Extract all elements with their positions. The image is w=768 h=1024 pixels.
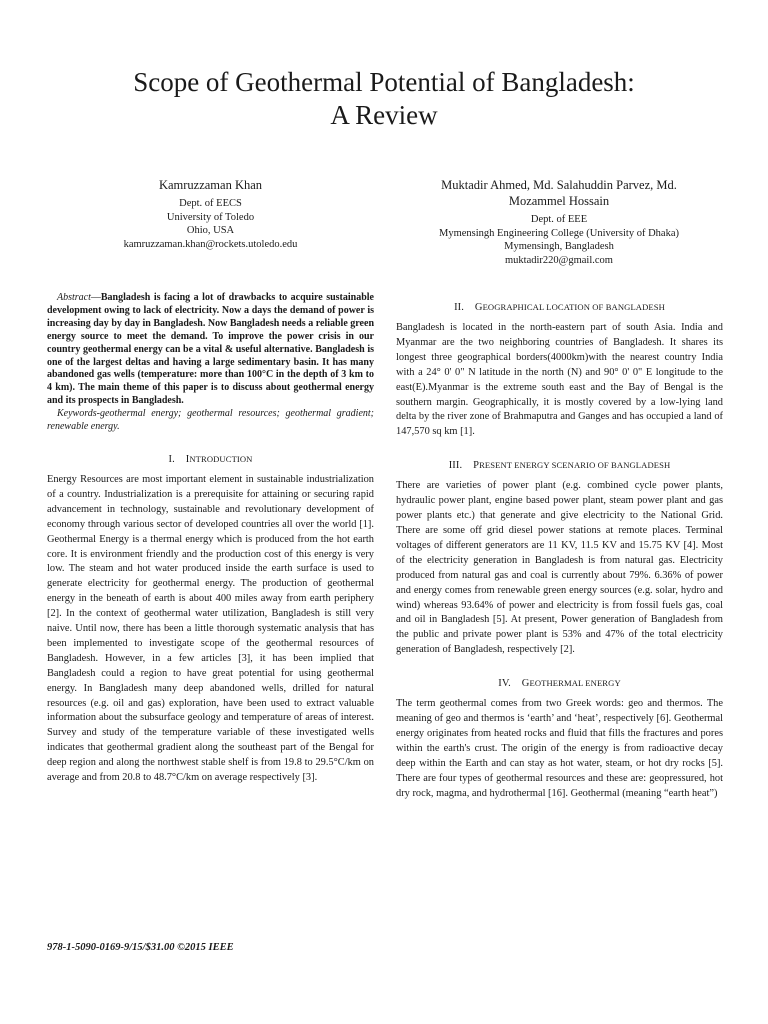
author-dept: Dept. of EEE [530, 214, 588, 225]
author-location: Ohio, USA [186, 225, 235, 236]
energy-scenario-text: There are varieties of power plant (e.g. combined cycle power plants, hydraulic power plant, engine based power plant, steam power plant and gas power plants etc.) that generate and give electricity to the National Grid. There are some off grid diesel power stations at remote places. Terminal voltages of different generators are 11 KV, 11.5 KV and 15.75 KV [4]. Most of the electricity generation in Bangladesh is from natural gas. Electricity produced from natural gas and coal is currently about 79%. 6.36% of power and energy comes from renewable green energy sources (e.g. solar, hydro and wind) whereas 93.64% of power and electricity is from fossil fuels gas, coal and oil in Bangladesh [5]. At present, Power generation of Bangladesh from the public and private power plant is 53% and 47% of the total electricity generation of Bangladesh, respectively [2]. [396, 480, 723, 656]
author-institution: University of Toledo [166, 211, 255, 223]
section-number: II. [454, 302, 464, 313]
left-column [47, 292, 374, 786]
right-column [396, 300, 723, 801]
author-block-1 [47, 177, 374, 251]
section-number: III. [448, 460, 463, 472]
title-line-1: Scope of Geothermal Potential of Bangladesh: [133, 67, 635, 97]
geothermal-energy-text: The term geothermal comes from two Greek words: geo and thermos. The meaning of geo and thermos is ‘earth’ and ‘heat’, respectively [6]. Geothermal energy originates from heated rocks and fluid that fills the fractures and pores within the earth's crust. The origin of the energy is from radioactive decay deep within the Earth and can stay as hot water, steam, or hot dry rocks [5]. There are four types of geothermal resources and these are: geopressured, hot dry rock, magma, and hydrothermal [16]. Geothermal (meaning “earth heat”) [396, 698, 723, 799]
section-heading-energy-scenario [396, 458, 723, 473]
section-title-rest: RESENT ENERGY SCENARIO OF BANGLADESH [479, 460, 671, 471]
author-name-line-1: Muktadir Ahmed, Md. Salahuddin Parvez, Md. [441, 178, 677, 192]
geographical-location-text: Bangladesh is located in the north-eastern part of south Asia. India and Myanmar are the two neighboring countries of Bangladesh. It shares its longest three geographical borders(4000km)with the nearest country India with a 24° 0' 0" N latitude in the north (N) and 90° 0' 0" E longitude to the east(E).Myanmar is the extreme south east and the Bay of Bengal is the southern margin. Geographically, it is mostly covered by a low-lying land delta by the river zone of Brahmaputra and Ganges and has occupied a land of 147,570 sq km [1]. [396, 322, 723, 438]
author-email[interactable]: muktadir220@gmail.com [505, 254, 613, 266]
author-name: Kamruzzaman Khan [158, 178, 263, 192]
keywords: Keywords-geothermal energy; geothermal resources; geothermal gradient; renewable energy. [47, 408, 374, 433]
section-heading-geothermal-energy [396, 676, 723, 691]
abstract-dash: — [90, 292, 101, 303]
section-title-initial: G [474, 302, 483, 313]
section-title-rest: NTRODUCTION [189, 453, 253, 464]
section-number: I. [168, 453, 175, 465]
title-line-2: A Review [330, 100, 438, 130]
author-location: Mymensingh, Bangladesh [504, 241, 614, 252]
section-heading-introduction [47, 452, 374, 467]
author-institution: Mymensingh Engineering College (University of Dhaka) [439, 227, 679, 239]
author-name-line-2: Mozammel Hossain [508, 194, 610, 208]
section-heading-geographical-location [396, 300, 723, 315]
author-dept: Dept. of EECS [179, 198, 242, 209]
section-title-initial: G [521, 678, 530, 690]
abstract-text: Bangladesh is facing a lot of drawbacks to acquire sustainable development owing to lack of electricity. Now a days the demand of power is increasing day by day in Bangladesh. Now Bangladesh needs a reliable green energy source to meet the demand. To improve the power crisis in our country geothermal energy can be a vital & useful alternative. Bangladesh is one of the largest deltas and having a large sedimentary basin. It has many abandoned gas wells (temperature: more than 100°C in the depth of 3 km to 4 km). The main theme of this paper is to discuss about geothermal energy and its prospects in Bangladesh. [47, 292, 374, 407]
abstract-label: Abstract [57, 292, 91, 303]
abstract [47, 292, 374, 408]
section-title-initial: P [473, 460, 480, 472]
section-title-initial: I [185, 453, 190, 465]
section-title-rest: EOTHERMAL ENERGY [529, 678, 621, 689]
section-number: IV. [498, 678, 511, 690]
paper-title [0, 66, 768, 132]
section-title-rest: EOGRAPHICAL LOCATION OF BANGLADESH [482, 302, 665, 312]
author-block-2 [380, 177, 738, 267]
author-email[interactable]: kamruzzaman.khan@rockets.utoledo.edu [123, 238, 298, 250]
copyright-footer: 978-1-5090-0169-9/15/$31.00 ©2015 IEEE [47, 942, 234, 953]
introduction-text: Energy Resources are most important element in sustainable industrialization of a country. Industrialization is a prerequisite for attaining or securing rapid advancement in technology, sustainable and revolutionary development of economy through various sector of developed countries all over the world [1]. Geothermal Energy is a thermal energy which is produced from the hot earth core. It is environment friendly and the production cost of this energy is very low. The steam and hot water produced inside the earth surface is used to generate electricity for geothermal energy. The production of geothermal energy in the beneath of earth is about 400 miles away from earth periphery [2]. In the context of geothermal water utilization, Bangladesh is still very naive. Until now, there has been a little thorough systematic analysis that has been implemented to investigate scope of the geothermal resources of Bangladesh. However, in a few articles [3], it has been implied that Bangladesh could a region to have great potential for using geothermal energy. In Bangladesh many deep abandoned wells, drilled for natural resources (e.g. oil and gas) exploration, have been used to extract valuable information about the subsurface geology and temperature of areas of interest. Survey and study of the temperature variable of these investigated wells indicates that geothermal gradient along the southeast part of the Bengal for deep region and along the northwest stable shelf is from 19.8 to 29.5°C/km on average and from 20.8 to 48.7°C/km on average respectively [3]. [47, 473, 374, 784]
